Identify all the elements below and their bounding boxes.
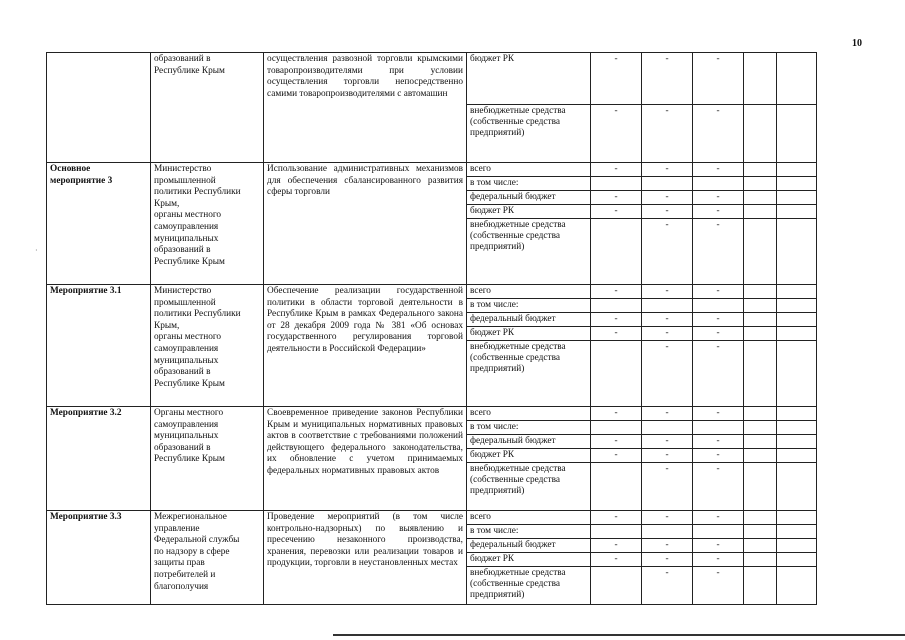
- value-cell: [744, 205, 777, 219]
- value-cell: [777, 421, 817, 435]
- funding-source-cell: бюджет РК: [467, 53, 591, 105]
- value-cell: [744, 219, 777, 285]
- value-cell: [744, 327, 777, 341]
- value-cell: -: [591, 163, 642, 177]
- value-cell: -: [693, 191, 744, 205]
- value-cell: [744, 191, 777, 205]
- value-cell: -: [642, 449, 693, 463]
- description-cell: Проведение мероприятий (в том числе контрольно-надзорных) по выявлению и пресечению незаконного производства, хранения, перевозки или реализации товаров и продукции, торговли в неустановленных местах: [264, 511, 467, 605]
- value-cell: -: [693, 449, 744, 463]
- value-cell: [777, 205, 817, 219]
- funding-source-cell: всего: [467, 163, 591, 177]
- funding-source-cell: внебюджетные средства (собственные средства предприятий): [467, 341, 591, 407]
- funding-source-cell: федеральный бюджет: [467, 435, 591, 449]
- value-cell: [591, 341, 642, 407]
- value-cell: -: [642, 435, 693, 449]
- funding-source-cell: в том числе:: [467, 177, 591, 191]
- responsible-cell: образований в Республике Крым: [151, 53, 264, 163]
- description-cell: осуществления развозной торговли крымскими товаропроизводителями при условии осуществления торговли непосредственно самими товаропроизводителями с автомашин: [264, 53, 467, 163]
- value-cell: [591, 177, 642, 191]
- responsible-cell: Министерство промышленной политики Республики Крым, органы местного самоуправления муниципальных образований в Республике Крым: [151, 163, 264, 285]
- measure-id-cell: Мероприятие 3.1: [47, 285, 151, 407]
- value-cell: [591, 421, 642, 435]
- value-cell: -: [642, 205, 693, 219]
- value-cell: -: [693, 219, 744, 285]
- value-cell: [744, 299, 777, 313]
- funding-source-cell: внебюджетные средства (собственные средства предприятий): [467, 463, 591, 511]
- value-cell: -: [693, 341, 744, 407]
- funding-source-cell: всего: [467, 407, 591, 421]
- value-cell: -: [693, 53, 744, 105]
- table-row: [47, 163, 817, 177]
- value-cell: [777, 511, 817, 525]
- value-cell: -: [591, 435, 642, 449]
- value-cell: [744, 567, 777, 605]
- description-cell: Своевременное приведение законов Республики Крым и муниципальных нормативных правовых актов в соответствие с требованиями положений действующего федерального законодательства, их обновление с учетом принимаемых федеральных нормативных правовых актов: [264, 407, 467, 511]
- value-cell: -: [591, 407, 642, 421]
- value-cell: -: [693, 539, 744, 553]
- value-cell: [642, 421, 693, 435]
- funding-source-cell: внебюджетные средства (собственные средства предприятий): [467, 105, 591, 163]
- funding-source-cell: в том числе:: [467, 299, 591, 313]
- value-cell: [642, 525, 693, 539]
- value-cell: [777, 177, 817, 191]
- value-cell: [777, 463, 817, 511]
- value-cell: -: [693, 105, 744, 163]
- value-cell: -: [591, 191, 642, 205]
- value-cell: [777, 449, 817, 463]
- value-cell: [693, 299, 744, 313]
- value-cell: [777, 525, 817, 539]
- value-cell: -: [642, 53, 693, 105]
- value-cell: [744, 285, 777, 299]
- value-cell: [591, 525, 642, 539]
- value-cell: [744, 105, 777, 163]
- measure-id-cell: Мероприятие 3.2: [47, 407, 151, 511]
- table-body: [47, 53, 817, 605]
- value-cell: [777, 567, 817, 605]
- responsible-cell: Межрегиональное управление Федеральной службы по надзору в сфере защиты прав потребителей и благополучия: [151, 511, 264, 605]
- value-cell: -: [693, 567, 744, 605]
- value-cell: [744, 313, 777, 327]
- funding-source-cell: всего: [467, 511, 591, 525]
- value-cell: -: [591, 105, 642, 163]
- value-cell: [591, 463, 642, 511]
- value-cell: -: [642, 341, 693, 407]
- value-cell: -: [591, 553, 642, 567]
- value-cell: -: [642, 553, 693, 567]
- value-cell: -: [642, 463, 693, 511]
- value-cell: [777, 539, 817, 553]
- value-cell: -: [591, 53, 642, 105]
- value-cell: -: [693, 313, 744, 327]
- funding-source-cell: федеральный бюджет: [467, 539, 591, 553]
- funding-source-cell: федеральный бюджет: [467, 191, 591, 205]
- value-cell: [777, 313, 817, 327]
- table-row: [47, 53, 817, 105]
- value-cell: [642, 177, 693, 191]
- description-cell: Использование административных механизмов для обеспечения сбалансированного развития сферы торговли: [264, 163, 467, 285]
- value-cell: -: [693, 463, 744, 511]
- value-cell: [591, 299, 642, 313]
- funding-source-cell: внебюджетные средства (собственные средства предприятий): [467, 219, 591, 285]
- value-cell: [777, 105, 817, 163]
- measure-id-cell: Основное мероприятие 3: [47, 163, 151, 285]
- value-cell: -: [642, 105, 693, 163]
- funding-source-cell: в том числе:: [467, 421, 591, 435]
- value-cell: -: [642, 313, 693, 327]
- value-cell: -: [693, 205, 744, 219]
- value-cell: -: [642, 539, 693, 553]
- funding-source-cell: бюджет РК: [467, 553, 591, 567]
- value-cell: [693, 525, 744, 539]
- value-cell: -: [642, 163, 693, 177]
- description-cell: Обеспечение реализации государственной политики в области торговой деятельности в Республике Крым в рамках Федерального закона от 28 декабря 2009 года № 381 «Об основах государственного регулирования торговой деятельности в Российской Федерации»: [264, 285, 467, 407]
- value-cell: -: [693, 327, 744, 341]
- value-cell: -: [642, 567, 693, 605]
- table-row: [47, 407, 817, 421]
- value-cell: -: [693, 435, 744, 449]
- funding-source-cell: всего: [467, 285, 591, 299]
- measure-id-cell: [47, 53, 151, 163]
- value-cell: [744, 463, 777, 511]
- value-cell: [744, 177, 777, 191]
- value-cell: [777, 327, 817, 341]
- measure-id-cell: Мероприятие 3.3: [47, 511, 151, 605]
- value-cell: -: [642, 511, 693, 525]
- value-cell: -: [642, 407, 693, 421]
- value-cell: -: [693, 553, 744, 567]
- value-cell: -: [642, 191, 693, 205]
- value-cell: [744, 435, 777, 449]
- value-cell: -: [591, 511, 642, 525]
- value-cell: -: [591, 205, 642, 219]
- value-cell: [777, 53, 817, 105]
- value-cell: [744, 449, 777, 463]
- value-cell: [744, 53, 777, 105]
- value-cell: -: [591, 539, 642, 553]
- funding-source-cell: федеральный бюджет: [467, 313, 591, 327]
- value-cell: [777, 407, 817, 421]
- responsible-cell: Министерство промышленной политики Республики Крым, органы местного самоуправления муниципальных образований в Республике Крым: [151, 285, 264, 407]
- funding-source-cell: внебюджетные средства (собственные средства предприятий): [467, 567, 591, 605]
- value-cell: [777, 191, 817, 205]
- value-cell: -: [591, 327, 642, 341]
- value-cell: [777, 219, 817, 285]
- value-cell: [744, 553, 777, 567]
- value-cell: [591, 567, 642, 605]
- value-cell: [744, 341, 777, 407]
- value-cell: -: [591, 285, 642, 299]
- value-cell: -: [642, 219, 693, 285]
- value-cell: -: [693, 163, 744, 177]
- value-cell: [777, 163, 817, 177]
- value-cell: [777, 299, 817, 313]
- value-cell: [744, 163, 777, 177]
- value-cell: -: [591, 313, 642, 327]
- value-cell: [777, 285, 817, 299]
- value-cell: [642, 299, 693, 313]
- value-cell: [777, 553, 817, 567]
- value-cell: -: [642, 327, 693, 341]
- value-cell: [777, 435, 817, 449]
- funding-source-cell: бюджет РК: [467, 327, 591, 341]
- value-cell: -: [693, 511, 744, 525]
- value-cell: [777, 341, 817, 407]
- value-cell: [693, 421, 744, 435]
- responsible-cell: Органы местного самоуправления муниципальных образований в Республике Крым: [151, 407, 264, 511]
- bottom-rule: [333, 634, 905, 636]
- value-cell: -: [693, 285, 744, 299]
- page-number: 10: [852, 38, 862, 49]
- value-cell: [744, 407, 777, 421]
- value-cell: [744, 511, 777, 525]
- funding-source-cell: бюджет РК: [467, 205, 591, 219]
- value-cell: [591, 219, 642, 285]
- program-table: [46, 52, 817, 605]
- value-cell: [744, 539, 777, 553]
- value-cell: [744, 525, 777, 539]
- side-mark: ·: [35, 246, 38, 255]
- funding-source-cell: в том числе:: [467, 525, 591, 539]
- value-cell: -: [642, 285, 693, 299]
- table-row: [47, 511, 817, 525]
- table-row: [47, 285, 817, 299]
- value-cell: [744, 421, 777, 435]
- value-cell: -: [591, 449, 642, 463]
- funding-source-cell: бюджет РК: [467, 449, 591, 463]
- value-cell: [693, 177, 744, 191]
- value-cell: -: [693, 407, 744, 421]
